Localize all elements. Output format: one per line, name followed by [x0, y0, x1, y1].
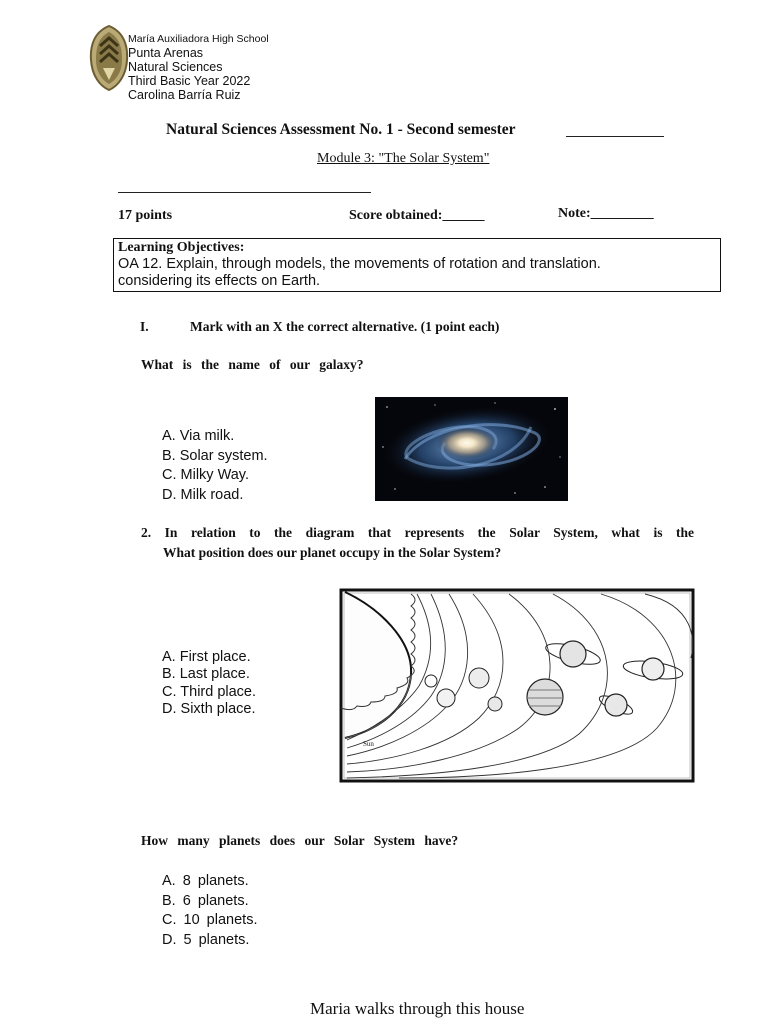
- subject-name: Natural Sciences: [128, 60, 223, 74]
- solar-system-diagram: [339, 588, 695, 783]
- option-d[interactable]: D. Sixth place.: [162, 700, 256, 717]
- school-info: [128, 32, 269, 102]
- question-2-options: [162, 649, 256, 718]
- note-field[interactable]: Note:_________: [558, 206, 654, 221]
- question-1-options: [162, 427, 268, 505]
- question-2-text: [141, 523, 694, 563]
- option-a[interactable]: A. First place.: [162, 649, 251, 665]
- section-instruction: Mark with an X the correct alternative. (1 point each): [190, 319, 500, 334]
- galaxy-image: [375, 397, 568, 501]
- title-underline: [566, 136, 664, 137]
- option-a[interactable]: A. 8 planets.: [162, 873, 249, 889]
- question-1-text: What is the name of our galaxy?: [141, 357, 364, 372]
- option-b[interactable]: B. Last place.: [162, 666, 250, 683]
- question-2-line-1: 2. In relation to the diagram that represents the Solar System, what is the: [141, 525, 694, 540]
- option-b[interactable]: B. Solar system.: [162, 447, 268, 464]
- question-3-text: How many planets does our Solar System have?: [141, 833, 459, 848]
- page-subtitle: Module 3: "The Solar System": [317, 151, 490, 166]
- student-name-field[interactable]: [118, 192, 371, 193]
- option-d[interactable]: D. 5 planets.: [162, 931, 250, 948]
- option-a[interactable]: A. Via milk.: [162, 428, 235, 444]
- question-3-options: [162, 872, 257, 950]
- objectives-line-2: considering its effects on Earth.: [118, 272, 321, 289]
- school-name: María Auxiliadora High School: [128, 33, 269, 45]
- sun-label: Sun: [363, 740, 374, 748]
- score-field[interactable]: Score obtained:______: [349, 208, 485, 223]
- option-c[interactable]: C. Third place.: [162, 683, 257, 700]
- option-b[interactable]: B. 6 planets.: [162, 892, 249, 909]
- total-points: 17 points: [118, 208, 173, 223]
- question-2-line-2: What position does our planet occupy in the Solar System?: [163, 545, 502, 560]
- learning-objectives-box: [113, 238, 721, 292]
- teacher-name: Carolina Barría Ruiz: [128, 88, 241, 102]
- section-number: I.: [140, 319, 149, 334]
- objectives-heading: Learning Objectives:: [118, 240, 245, 255]
- school-crest-icon: [88, 24, 130, 92]
- option-c[interactable]: C. 10 planets.: [162, 912, 258, 928]
- objectives-line-1: OA 12. Explain, through models, the movements of rotation and translation.: [118, 256, 601, 272]
- footer-text: Maria walks through this house: [310, 999, 525, 1018]
- page-title: Natural Sciences Assessment No. 1 - Second semester: [166, 121, 516, 138]
- school-city: Punta Arenas: [128, 46, 204, 60]
- grade-year: Third Basic Year 2022: [128, 74, 251, 88]
- option-c[interactable]: C. Milky Way.: [162, 467, 249, 483]
- option-d[interactable]: D. Milk road.: [162, 486, 244, 503]
